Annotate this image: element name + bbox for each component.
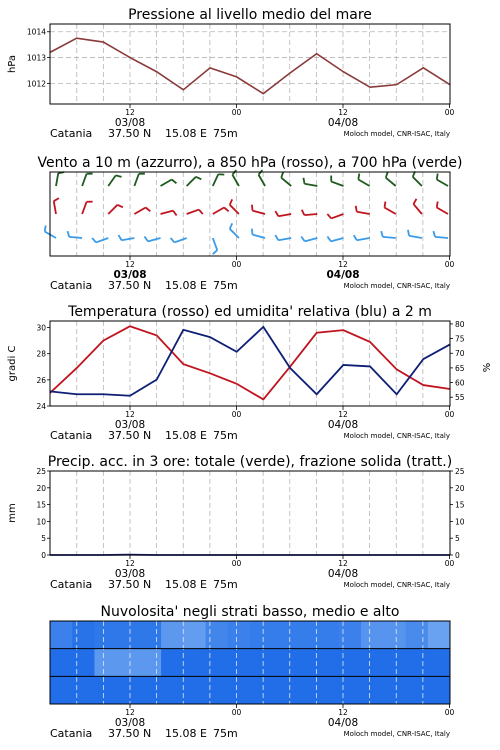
location-city: Catania	[50, 578, 93, 591]
time-tick-label: 12	[125, 559, 135, 568]
wind-barb	[171, 238, 187, 243]
barb-shaft	[56, 173, 58, 186]
y-tick-label: 26	[36, 375, 46, 385]
y2-tick-label: 5	[455, 534, 460, 544]
y2-tick-label: 25	[455, 467, 465, 476]
y2-tick-label: 75	[455, 334, 465, 344]
y-axis-label: mm	[7, 503, 18, 523]
panel-title: Temperatura (rosso) ed umidita' relativa (blu) a 2 m	[68, 304, 432, 320]
wind-barb	[92, 238, 108, 243]
y2-axis-label: %	[482, 362, 493, 373]
location-city: Catania	[50, 727, 93, 740]
barb-feather	[301, 236, 305, 241]
panel-title: Pressione al livello medio del mare	[128, 7, 372, 23]
wind-barb	[144, 236, 160, 241]
wind-barb	[161, 211, 177, 216]
cloud-cell	[139, 621, 162, 649]
barb-shaft	[259, 175, 266, 186]
barb-feather	[172, 180, 177, 184]
barb-shaft	[357, 212, 370, 214]
barb-feather	[327, 236, 331, 241]
cloud-cell	[294, 621, 317, 649]
barb-shaft	[54, 201, 56, 214]
barb-feather	[224, 208, 229, 212]
y-tick-label: 24	[36, 402, 46, 411]
cloud-cell	[183, 649, 206, 677]
date-label: 03/08	[114, 419, 146, 431]
wind-barb	[414, 199, 422, 214]
location-lat: 37.50 N	[108, 727, 152, 740]
y-tick-label: 5	[41, 534, 46, 544]
barb-shaft	[357, 238, 370, 240]
barb-shaft	[82, 202, 86, 214]
barb-shaft	[161, 180, 172, 187]
barb-feather	[437, 174, 438, 180]
barb-shaft	[134, 174, 138, 186]
cloud-cell	[361, 649, 384, 677]
barb-shaft	[230, 229, 239, 238]
cloud-cell	[161, 676, 184, 704]
panel-title: Vento a 10 m (azzurro), a 850 hPa (rosso), a 700 hPa (verde)	[37, 155, 463, 171]
wind-barb	[54, 198, 59, 214]
cloud-cell	[228, 676, 251, 704]
barb-shaft	[409, 236, 422, 238]
barb-shaft	[384, 208, 395, 215]
cloud-cell	[94, 649, 117, 677]
barb-feather	[119, 235, 122, 240]
wind-barb	[356, 206, 370, 214]
y-axis-label: hPa	[7, 54, 18, 74]
model-credit: Moloch model, CNR-ISAC, Italy	[343, 282, 450, 290]
y2-tick-label: 70	[455, 349, 465, 359]
location-lon: 15.08 E	[165, 429, 207, 442]
date-label: 04/08	[326, 269, 360, 281]
barb-shaft	[414, 204, 422, 214]
location-lat: 37.50 N	[108, 429, 152, 442]
barb-feather	[303, 178, 304, 184]
time-tick-label: 00	[231, 708, 242, 717]
barb-shaft	[278, 238, 291, 240]
y2-tick-label: 80	[455, 319, 465, 329]
barb-feather	[275, 235, 278, 240]
wind-barb	[386, 172, 396, 186]
cloud-cell	[406, 621, 429, 649]
wind-barb	[119, 235, 135, 240]
time-tick-label: 12	[125, 260, 135, 269]
cloud-cell	[428, 649, 451, 677]
barb-shaft	[148, 238, 161, 241]
barb-feather	[144, 236, 148, 241]
y2-tick-label: 55	[455, 393, 465, 403]
cloud-cell	[206, 621, 229, 649]
y-tick-label: 15	[36, 500, 46, 510]
wind-barb	[303, 178, 317, 186]
location-lon: 15.08 E	[165, 279, 207, 292]
y2-tick-label: 20	[455, 483, 465, 493]
location-lat: 37.50 N	[108, 578, 152, 591]
cloud-cell	[317, 621, 340, 649]
time-tick-label: 00	[231, 410, 242, 419]
barb-shaft	[435, 237, 448, 238]
wind-barb	[275, 235, 291, 240]
barb-shaft	[331, 214, 343, 218]
cloud-cell	[406, 649, 429, 677]
barb-feather	[171, 238, 175, 243]
cloud-cell	[339, 649, 362, 677]
cloud-cell	[272, 649, 295, 677]
barb-shaft	[437, 180, 448, 187]
barb-feather	[354, 235, 357, 240]
barb-shaft	[331, 238, 344, 241]
barb-feather	[433, 231, 435, 237]
cloud-cell	[50, 676, 73, 704]
barb-feather	[173, 211, 177, 216]
panel-temp_rh	[7, 304, 493, 442]
barb-feather	[381, 231, 383, 237]
barb-shaft	[230, 205, 239, 214]
time-tick-label: 12	[125, 410, 135, 419]
location-city: Catania	[50, 429, 93, 442]
location-lon: 15.08 E	[165, 578, 207, 591]
barb-feather	[275, 211, 278, 216]
cloud-cell	[383, 649, 406, 677]
time-tick-label: 12	[338, 260, 348, 269]
barb-feather	[146, 208, 151, 212]
date-label: 03/08	[114, 717, 146, 729]
cloud-cell	[317, 676, 340, 704]
barb-feather	[213, 250, 218, 254]
barb-shaft	[386, 178, 396, 186]
cloud-cell	[339, 676, 362, 704]
cloud-cell	[183, 621, 206, 649]
barb-feather	[358, 174, 359, 180]
barb-feather	[281, 172, 283, 178]
wind-barb	[331, 176, 343, 186]
wind-barb	[433, 231, 448, 238]
location-city: Catania	[50, 127, 93, 140]
barb-feather	[54, 198, 59, 201]
wind-barb	[134, 208, 150, 215]
time-tick-label: 12	[338, 410, 348, 419]
y-tick-label: 1014	[26, 27, 46, 37]
date-label: 03/08	[113, 269, 147, 281]
wind-barb	[108, 205, 123, 214]
y-tick-label: 1012	[26, 79, 46, 89]
location-elev: 75m	[213, 429, 238, 442]
wind-barb	[327, 236, 343, 241]
barb-feather	[199, 210, 203, 215]
cloud-cell	[50, 649, 73, 677]
panel-wind	[37, 155, 462, 292]
cloud-cell	[72, 621, 95, 649]
barb-feather	[230, 199, 232, 204]
wind-barb	[354, 235, 370, 240]
cloud-cell	[228, 621, 251, 649]
barb-shaft	[213, 174, 218, 186]
cloud-cell	[72, 676, 95, 704]
panel-precip	[7, 454, 465, 591]
cloud-cell	[428, 676, 451, 704]
barb-feather	[45, 226, 46, 232]
cloud-cell	[361, 621, 384, 649]
cloud-cell	[272, 676, 295, 704]
panel-clouds	[50, 604, 454, 740]
barb-shaft	[437, 208, 448, 215]
barb-shaft	[358, 180, 369, 187]
cloud-cell	[117, 621, 140, 649]
time-tick-label: 12	[338, 708, 348, 717]
location-elev: 75m	[213, 279, 238, 292]
barb-shaft	[134, 208, 145, 215]
barb-shaft	[305, 184, 318, 186]
date-label: 03/08	[114, 568, 146, 580]
wind-barb	[408, 230, 422, 238]
cloud-cell	[161, 621, 184, 649]
plot-frame	[50, 24, 450, 104]
wind-barb	[381, 231, 396, 238]
wind-barb	[82, 202, 92, 214]
barb-feather	[408, 230, 409, 236]
wind-barb	[68, 231, 83, 238]
time-tick-label: 00	[231, 559, 242, 568]
cloud-cell	[117, 649, 140, 677]
barb-shaft	[278, 214, 291, 216]
y-tick-label: 20	[36, 483, 46, 493]
time-tick-label: 00	[444, 559, 455, 568]
time-tick-label: 00	[444, 410, 455, 419]
barb-feather	[230, 223, 232, 228]
barb-shaft	[305, 238, 318, 241]
time-tick-label: 12	[125, 108, 135, 117]
cloud-cell	[228, 649, 251, 677]
y-tick-label: 0	[41, 551, 46, 560]
location-city: Catania	[50, 279, 93, 292]
y2-tick-label: 15	[455, 500, 465, 510]
time-tick-label: 00	[444, 108, 455, 117]
cloud-cell	[50, 621, 73, 649]
barb-shaft	[213, 238, 217, 250]
location-lon: 15.08 E	[165, 727, 207, 740]
wind-barb	[134, 174, 144, 186]
barb-shaft	[383, 237, 396, 238]
barb-shaft	[82, 174, 86, 186]
cloud-cell	[94, 621, 117, 649]
model-credit: Moloch model, CNR-ISAC, Italy	[343, 130, 450, 138]
wind-barb	[437, 174, 448, 186]
cloud-cell	[428, 621, 451, 649]
barb-shaft	[96, 238, 108, 242]
cloud-cell	[139, 676, 162, 704]
barb-shaft	[122, 238, 135, 240]
cloud-cell	[139, 649, 162, 677]
location-elev: 75m	[213, 727, 238, 740]
wind-barb	[82, 174, 92, 186]
barb-shaft	[187, 177, 196, 186]
model-credit: Moloch model, CNR-ISAC, Italy	[343, 730, 450, 738]
barb-feather	[384, 202, 385, 208]
barb-shaft	[187, 210, 199, 214]
barb-shaft	[108, 205, 117, 214]
time-tick-label: 00	[231, 260, 242, 269]
y2-tick-label: 10	[455, 517, 465, 527]
wind-barb	[230, 199, 239, 214]
y-tick-label: 10	[36, 517, 46, 527]
cloud-cell	[250, 649, 273, 677]
wind-barb	[302, 210, 318, 215]
wind-barb	[413, 171, 422, 186]
wind-barb	[187, 177, 202, 186]
barb-feather	[437, 202, 438, 208]
pressure-line	[50, 38, 450, 93]
y-axis-label: gradi C	[7, 345, 18, 382]
barb-feather	[252, 229, 253, 235]
wind-barb	[384, 202, 395, 214]
wind-barb	[358, 174, 369, 186]
barb-shaft	[413, 177, 422, 186]
time-tick-label: 00	[444, 708, 455, 717]
cloud-cell	[94, 676, 117, 704]
barb-shaft	[174, 238, 186, 242]
wind-barb	[161, 180, 177, 187]
barb-feather	[386, 172, 388, 178]
cloud-cell	[272, 621, 295, 649]
wind-barb	[213, 208, 229, 215]
cloud-cell	[294, 649, 317, 677]
barb-feather	[116, 175, 122, 176]
date-label: 03/08	[114, 117, 146, 129]
wind-barb	[230, 223, 239, 238]
panel-title: Precip. acc. in 3 ore: totale (verde), frazione solida (tratt.)	[47, 454, 453, 470]
barb-shaft	[161, 211, 174, 214]
barb-shaft	[213, 208, 224, 215]
y-tick-label: 28	[36, 349, 46, 359]
y2-tick-label: 0	[455, 551, 460, 560]
model-credit: Moloch model, CNR-ISAC, Italy	[343, 581, 450, 589]
wind-barb	[437, 202, 448, 214]
cloud-cell	[117, 676, 140, 704]
location-elev: 75m	[213, 127, 238, 140]
cloud-cell	[161, 649, 184, 677]
wind-barb	[275, 211, 291, 216]
y2-tick-label: 65	[455, 363, 465, 373]
cloud-cell	[72, 649, 95, 677]
barb-shaft	[331, 182, 343, 186]
cloud-cell	[383, 621, 406, 649]
barb-feather	[414, 199, 417, 204]
date-label: 04/08	[327, 568, 359, 580]
y-tick-label: 1013	[26, 53, 46, 63]
wind-barb	[108, 175, 121, 186]
model-credit: Moloch model, CNR-ISAC, Italy	[343, 432, 450, 440]
location-lat: 37.50 N	[108, 279, 152, 292]
cloud-cell	[183, 676, 206, 704]
wind-barb	[327, 214, 343, 219]
barb-feather	[302, 210, 305, 215]
location-lat: 37.50 N	[108, 127, 152, 140]
time-tick-label: 12	[125, 708, 135, 717]
time-tick-label: 12	[338, 559, 348, 568]
wind-barb	[301, 236, 317, 241]
y-tick-label: 25	[36, 467, 46, 476]
time-tick-label: 12	[338, 108, 348, 117]
date-label: 04/08	[327, 717, 359, 729]
barb-shaft	[232, 175, 239, 186]
time-tick-label: 00	[444, 260, 455, 269]
wind-barb	[213, 174, 224, 186]
barb-feather	[92, 238, 96, 243]
y-tick-label: 30	[36, 323, 46, 333]
date-label: 04/08	[327, 117, 359, 129]
wind-barb	[187, 210, 203, 215]
barb-feather	[68, 231, 70, 237]
cloud-cell	[361, 676, 384, 704]
barb-shaft	[304, 214, 317, 215]
wind-barb	[213, 238, 218, 254]
barb-feather	[327, 214, 331, 219]
panel-title: Nuvolosita' negli strati basso, medio e alto	[100, 604, 400, 620]
barb-feather	[196, 177, 201, 179]
barb-feather	[117, 205, 122, 207]
time-tick-label: 00	[231, 108, 242, 117]
cloud-cell	[383, 676, 406, 704]
barb-feather	[356, 206, 357, 212]
date-label: 04/08	[327, 419, 359, 431]
cloud-cell	[317, 649, 340, 677]
location-lon: 15.08 E	[165, 127, 207, 140]
cloud-cell	[294, 676, 317, 704]
wind-barb	[56, 172, 64, 186]
y2-tick-label: 60	[455, 378, 465, 388]
panel-pressure	[7, 7, 454, 140]
cloud-cell	[406, 676, 429, 704]
cloud-cell	[339, 621, 362, 649]
barb-shaft	[108, 175, 115, 186]
cloud-cell	[206, 676, 229, 704]
location-elev: 75m	[213, 578, 238, 591]
barb-shaft	[69, 237, 82, 238]
cloud-cell	[250, 676, 273, 704]
cloud-cell	[250, 621, 273, 649]
barb-feather	[252, 205, 253, 211]
cloud-cell	[206, 649, 229, 677]
plot-frame	[50, 471, 450, 555]
